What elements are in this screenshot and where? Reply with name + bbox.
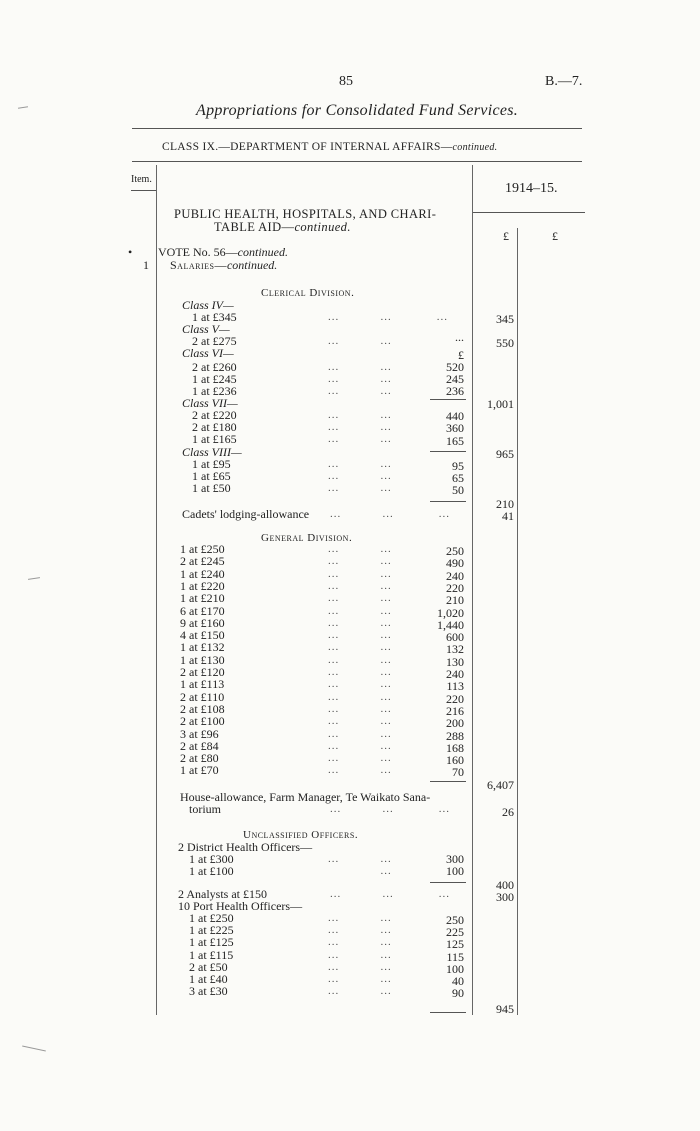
salaries-label: Salaries— <box>170 258 227 272</box>
class-viii-row-label: 1 at £50 <box>192 481 231 495</box>
general-row-label: 2 at £80 <box>180 751 219 766</box>
class-vi-row-label: 1 at £245 <box>192 372 237 386</box>
leader-dots: ... ... <box>328 482 392 494</box>
vote-continued: continued. <box>237 245 288 259</box>
year-header-rule <box>473 212 585 213</box>
district-row-amount: 100 <box>446 864 464 878</box>
item-column-header: Item. <box>131 174 152 185</box>
leader-dots: ... ... <box>328 924 392 937</box>
currency-header-2: £ <box>552 229 558 243</box>
general-row-label: 2 at £108 <box>180 701 225 716</box>
subtotal-rule <box>430 781 466 782</box>
general-row-label: 2 at £100 <box>180 714 225 729</box>
port-row-label: 3 at £30 <box>189 984 228 999</box>
class-v-total: 550 <box>496 336 514 350</box>
class-vii-total: 965 <box>496 447 514 461</box>
class-viii-row-amount: 65 <box>452 471 464 485</box>
port-row-amount: 225 <box>446 925 464 940</box>
leader-dots: ... ... <box>328 361 392 373</box>
district-total: 400 <box>496 878 514 892</box>
class-vii-row-amount: 360 <box>446 421 464 435</box>
general-total: 6,407 <box>487 778 514 792</box>
margin-mark <box>22 1046 46 1052</box>
port-row-label: 1 at £125 <box>189 935 234 950</box>
header-rule <box>132 128 582 129</box>
leader-dots: ... ... ... <box>330 888 450 900</box>
general-row-amount: 220 <box>446 691 464 706</box>
class-v-label: Class V— <box>182 322 230 336</box>
general-row-label: 4 at £150 <box>180 628 225 643</box>
unclassified-heading: Unclassified Officers. <box>243 829 359 841</box>
subtotal-rule <box>430 501 466 502</box>
leader-dots: ... ... <box>328 985 392 998</box>
general-row-amount: 288 <box>446 728 464 743</box>
leader-dots: ... ... <box>328 752 392 765</box>
general-row-label: 1 at £250 <box>180 542 225 556</box>
general-row-amount: 70 <box>452 765 464 780</box>
subtotal-rule <box>430 1012 466 1013</box>
leader-dots: ... ... <box>328 604 392 617</box>
subtotal-rule <box>430 451 466 452</box>
vote-line <box>158 246 288 258</box>
district-row-label: 1 at £300 <box>189 852 234 866</box>
class-iv-row-label: 1 at £345 <box>192 310 237 324</box>
leader-dots: ... ... <box>328 567 392 580</box>
district-officers-label: 2 District Health Officers— <box>178 840 313 854</box>
subtotal-rule <box>430 882 466 883</box>
leader-dots: ... ... <box>328 641 392 654</box>
general-row-amount: 490 <box>446 556 464 571</box>
leader-dots: ... ... <box>328 690 392 703</box>
general-row-label: 2 at £245 <box>180 554 225 569</box>
general-row-amount: 200 <box>446 716 464 731</box>
port-row-label: 2 at £50 <box>189 959 228 974</box>
district-row-label: 1 at £100 <box>189 864 234 878</box>
class-vi-row-label: 2 at £260 <box>192 360 237 374</box>
general-row-label: 1 at £210 <box>180 591 225 606</box>
leader-dots: ... ... <box>328 764 392 777</box>
general-row-label: 1 at £132 <box>180 640 225 655</box>
leader-dots: ... ... <box>328 579 392 592</box>
clerical-heading: Clerical Division. <box>261 287 355 299</box>
item-header-rule <box>131 190 157 191</box>
class-vi-label: Class VI— <box>182 346 234 360</box>
class-viii-row-label: 1 at £95 <box>192 457 231 471</box>
general-row-label: 1 at £240 <box>180 566 225 581</box>
class-vii-label: Class VII— <box>182 396 238 410</box>
port-row-amount: 250 <box>446 913 464 927</box>
leader-dots: ... ... <box>328 853 392 865</box>
class-vii-row-amount: 440 <box>446 409 464 423</box>
port-total: 945 <box>496 1002 514 1016</box>
class-viii-row-label: 1 at £65 <box>192 469 231 483</box>
port-row-label: 1 at £250 <box>189 911 234 925</box>
salaries-line <box>170 259 277 271</box>
general-row-amount: 240 <box>446 568 464 583</box>
class-vi-row-label: 1 at £236 <box>192 384 237 398</box>
general-row-label: 1 at £130 <box>180 652 225 667</box>
general-row-label: 3 at £96 <box>180 726 219 741</box>
class-vi-total: 1,001 <box>487 397 514 411</box>
leader-dots: ... ... <box>328 912 392 924</box>
pound-sign: £ <box>458 348 464 362</box>
leader-dots: ... ... <box>328 973 392 985</box>
currency-header-1: £ <box>503 229 509 243</box>
house-allowance-label-cont: torium <box>189 802 221 816</box>
general-row-amount: 210 <box>446 593 464 608</box>
general-row-label: 1 at £220 <box>180 578 225 593</box>
leader-dots: ... ... <box>328 592 392 605</box>
class-heading <box>162 141 497 153</box>
leader-dots: ... ... ... <box>330 803 450 815</box>
leader-dots: ... ... <box>328 458 392 470</box>
class-vii-row-amount: 165 <box>446 434 464 448</box>
general-row-amount: 113 <box>446 679 464 694</box>
general-row-label: 2 at £120 <box>180 665 225 679</box>
leader-dots: ... ... <box>328 702 392 715</box>
general-row-label: 6 at £170 <box>180 603 225 618</box>
port-row-label: 1 at £225 <box>189 923 234 938</box>
port-row-amount: 90 <box>452 986 464 1001</box>
leader-dots: ... ... <box>328 555 392 568</box>
general-row-amount: 250 <box>446 544 464 558</box>
general-row-amount: 1,020 <box>437 605 464 620</box>
class-v-row-label: 2 at £275 <box>192 334 237 348</box>
port-officers-label: 10 Port Health Officers— <box>178 899 303 913</box>
port-row-amount: 40 <box>452 974 464 988</box>
leader-dots: ... ... <box>328 666 392 678</box>
class-heading-continued: continued. <box>452 142 498 153</box>
vote-label: VOTE No. 56— <box>158 245 238 259</box>
pound-column-divider <box>517 228 518 1015</box>
class-vi-row-amount: 245 <box>446 372 464 386</box>
general-row-amount: 160 <box>446 753 464 768</box>
port-row-amount: 115 <box>446 949 464 964</box>
leader-dots: ... ... <box>328 616 392 629</box>
general-row-label: 2 at £110 <box>180 689 225 704</box>
leader-dots: ... ... <box>328 653 392 666</box>
general-row-amount: 1,440 <box>437 617 464 632</box>
leader-dots: ... ... <box>328 543 392 555</box>
bullet-mark: • <box>128 245 133 259</box>
house-allowance-label: House-allowance, Farm Manager, Te Waikato Sana- <box>180 790 431 804</box>
section-heading-continued: continued. <box>294 220 351 234</box>
port-row-amount: 100 <box>446 961 464 976</box>
page-number: 85 <box>339 74 353 89</box>
class-v-row-amount: ... <box>455 330 464 344</box>
general-row-amount: 132 <box>446 642 464 657</box>
leader-dots: ... ... <box>328 421 392 433</box>
class-viii-total: 210 <box>496 497 514 511</box>
leader-dots: ... ... <box>328 470 392 482</box>
cadets-total: 41 <box>502 509 514 523</box>
class-vi-row-amount: 520 <box>446 360 464 374</box>
general-row-amount: 130 <box>446 654 464 669</box>
leader-dots: ... ... <box>328 739 392 752</box>
leader-dots: ... ... <box>328 409 392 421</box>
port-row-label: 1 at £115 <box>189 947 234 962</box>
house-allowance-total: 26 <box>502 805 514 819</box>
general-row-label: 1 at £113 <box>180 677 225 692</box>
general-row-label: 1 at £70 <box>180 763 219 778</box>
general-row-amount: 240 <box>446 667 464 681</box>
class-iv-total: 345 <box>496 312 514 326</box>
leader-dots: ... ... <box>328 678 392 691</box>
general-row-label: 2 at £84 <box>180 738 219 753</box>
leader-dots: ... ... <box>328 715 392 728</box>
leader-dots: ... ... <box>328 385 392 397</box>
general-row-amount: 220 <box>446 580 464 595</box>
port-row-amount: 125 <box>446 937 464 952</box>
leader-dots: ... ... <box>328 629 392 642</box>
general-row-amount: 216 <box>446 703 464 718</box>
margin-mark <box>28 577 40 580</box>
leader-dots: ... ... <box>328 948 392 961</box>
class-vii-row-label: 2 at £220 <box>192 408 237 422</box>
year-header: 1914–15. <box>505 181 558 196</box>
leader-dots: ... ... <box>328 727 392 740</box>
general-row-amount: 168 <box>446 740 464 755</box>
leader-dots: ... ... ... <box>328 311 448 323</box>
leader-dots: ... ... <box>328 960 392 973</box>
class-viii-row-amount: 50 <box>452 483 464 497</box>
item-column-divider <box>156 165 157 1015</box>
general-row-label: 9 at £160 <box>180 615 225 630</box>
port-row-label: 1 at £40 <box>189 972 228 986</box>
leader-dots: ... <box>328 865 392 877</box>
class-iv-label: Class IV— <box>182 298 234 312</box>
class-vii-row-label: 1 at £165 <box>192 432 237 446</box>
class-rule <box>132 161 582 162</box>
amount-column-divider <box>472 165 473 1015</box>
class-vii-row-label: 2 at £180 <box>192 420 237 434</box>
leader-dots: ... ... <box>328 373 392 385</box>
item-number: 1 <box>143 258 149 272</box>
leader-dots: ... ... <box>328 936 392 949</box>
margin-mark <box>18 106 28 108</box>
class-viii-label: Class VIII— <box>182 445 242 459</box>
general-heading: General Division. <box>261 532 353 544</box>
salaries-continued: continued. <box>226 258 278 272</box>
cadets-label: Cadets' lodging-allowance <box>182 507 310 521</box>
leader-dots: ... ... <box>328 335 392 347</box>
class-viii-row-amount: 95 <box>452 459 464 473</box>
leader-dots: ... ... ... <box>330 508 450 520</box>
section-heading-line2-text: TABLE AID— <box>214 220 295 234</box>
section-heading-line1: PUBLIC HEALTH, HOSPITALS, AND CHARI- <box>174 207 437 221</box>
analysts-label: 2 Analysts at £150 <box>178 887 267 901</box>
class-vi-row-amount: 236 <box>446 384 464 398</box>
district-row-amount: 300 <box>446 852 464 866</box>
analysts-total: 300 <box>496 890 514 904</box>
leader-dots: ... ... <box>328 433 392 445</box>
subtotal-rule <box>430 399 466 400</box>
section-heading-line2 <box>214 221 351 233</box>
page-title: Appropriations for Consolidated Fund Services. <box>196 102 519 119</box>
general-row-amount: 600 <box>446 630 464 645</box>
document-reference: B.—7. <box>545 74 583 89</box>
class-heading-text: CLASS IX.—DEPARTMENT OF INTERNAL AFFAIRS— <box>162 141 453 153</box>
